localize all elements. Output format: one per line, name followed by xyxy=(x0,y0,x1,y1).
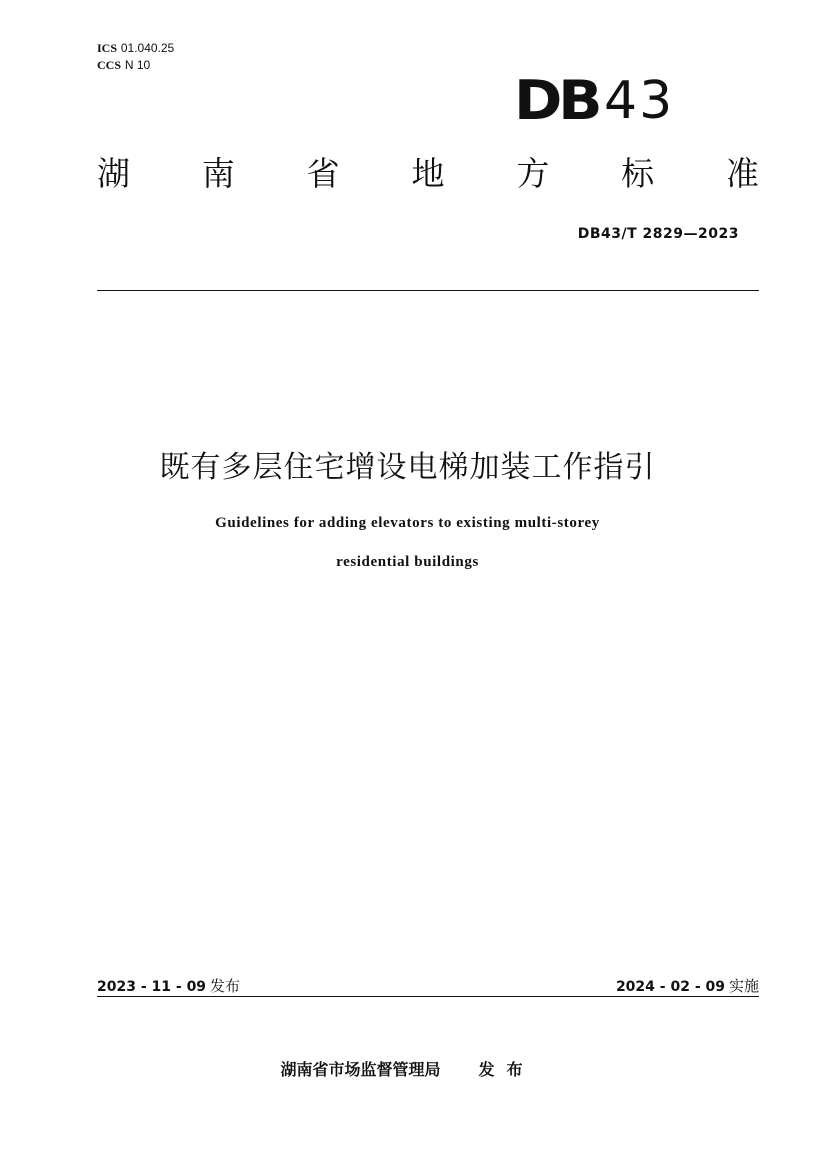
date-row xyxy=(97,975,759,996)
db-logo: DB xyxy=(514,69,599,132)
standard-type-char: 准 xyxy=(725,154,759,193)
ccs-code xyxy=(97,57,174,74)
province-code: 43 xyxy=(603,71,675,131)
publisher-name: 湖南省市场监督管理局 xyxy=(280,1060,441,1079)
title-english-line1: Guidelines for adding elevators to existing multi-storey xyxy=(215,515,600,531)
title-chinese: 既有多层住宅增设电梯加装工作指引 xyxy=(159,450,656,485)
header-divider xyxy=(97,290,759,291)
footer-divider xyxy=(97,996,759,997)
issue-date: 2023 - 11 - 09 xyxy=(97,979,207,995)
classification-codes xyxy=(97,40,174,74)
standard-number: DB43/T 2829—2023 xyxy=(577,226,739,242)
standard-type-char: 标 xyxy=(621,154,655,193)
standard-mark xyxy=(514,69,675,132)
standard-type-char: 方 xyxy=(516,154,550,193)
standard-type-heading xyxy=(97,150,759,198)
ccs-value: N 10 xyxy=(124,58,151,72)
implement-date: 2024 - 02 - 09 xyxy=(615,979,725,995)
standard-type-char: 南 xyxy=(201,154,235,193)
publisher-action: 发布 xyxy=(478,1060,535,1079)
ics-label: ICS xyxy=(97,41,118,55)
implement-label: 实施 xyxy=(728,977,759,995)
standard-type-char: 湖 xyxy=(97,154,130,193)
ccs-label: CCS xyxy=(97,58,122,72)
ics-code xyxy=(97,40,174,57)
issue-date-group xyxy=(97,975,240,996)
ics-value: 01.040.25 xyxy=(120,41,175,55)
publisher-line xyxy=(0,1057,815,1080)
issue-label: 发布 xyxy=(210,977,241,995)
title-english-line2: residential buildings xyxy=(336,554,479,570)
standard-type-char: 省 xyxy=(306,154,340,193)
implement-date-group xyxy=(616,975,759,996)
standard-type-char: 地 xyxy=(411,154,445,193)
